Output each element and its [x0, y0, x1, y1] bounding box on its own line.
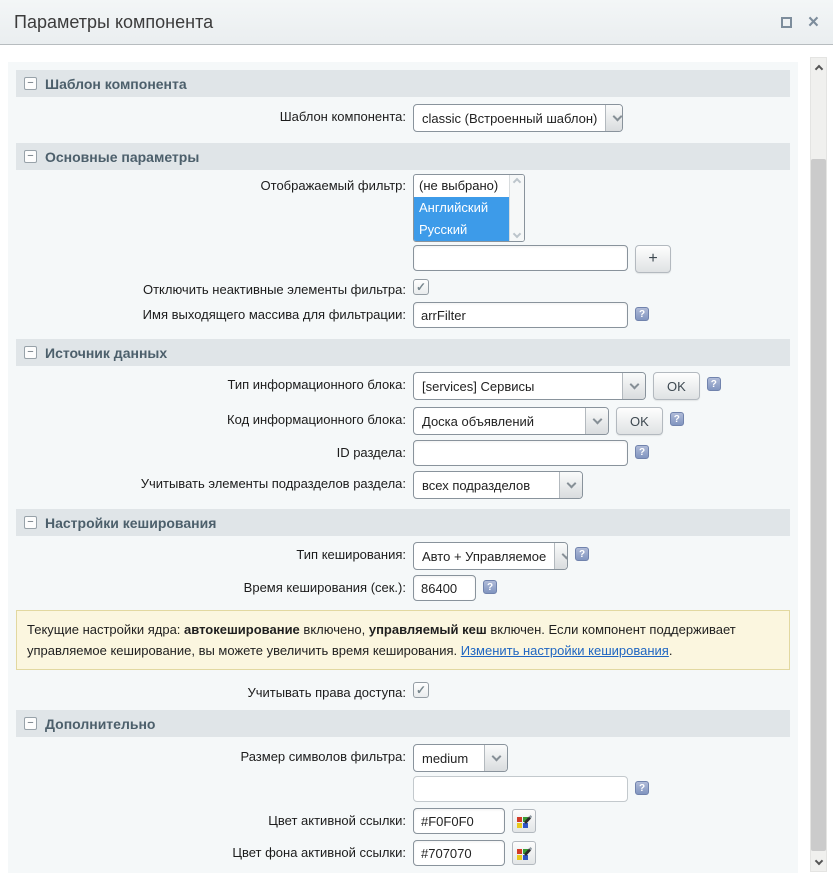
- scroll-down-icon[interactable]: [513, 230, 521, 238]
- notice-text: включен. Если компонент поддерживает управляемое кеширование, вы можете увеличить время кеширования.: [27, 622, 736, 658]
- check-rights-checkbox[interactable]: ✓: [413, 682, 429, 698]
- section-header-datasource[interactable]: [16, 339, 790, 366]
- listbox-scrollbar[interactable]: [509, 175, 524, 241]
- filter-array-input[interactable]: [413, 302, 628, 328]
- help-icon[interactable]: ?: [575, 547, 589, 561]
- section-header-main[interactable]: [16, 143, 790, 170]
- disable-inactive-label: Отключить неактивные элементы фильтра:: [142, 282, 406, 297]
- active-link-bg-label: Цвет фона активной ссылки:: [232, 845, 406, 860]
- section-title: Дополнительно: [45, 715, 156, 732]
- iblock-code-label: Код информационного блока:: [227, 412, 406, 427]
- iblock-type-label: Тип информационного блока:: [227, 377, 406, 392]
- symbol-size-label: Размер символов фильтра:: [240, 749, 406, 764]
- collapse-icon[interactable]: −: [24, 516, 37, 529]
- iblock-type-ok-button[interactable]: OK: [653, 372, 700, 400]
- template-label: Шаблон компонента:: [279, 109, 406, 124]
- active-link-bg-input[interactable]: [413, 840, 505, 866]
- chevron-down-icon[interactable]: [585, 408, 608, 434]
- check-rights-label: Учитывать права доступа:: [247, 685, 406, 700]
- help-icon[interactable]: ?: [635, 781, 649, 795]
- cache-time-input[interactable]: [413, 575, 476, 601]
- section-title: Основные параметры: [45, 148, 200, 165]
- listbox-option[interactable]: Русский: [414, 219, 509, 241]
- symbol-size-select-value: medium: [422, 750, 469, 766]
- listbox-option[interactable]: (не выбрано): [419, 178, 499, 193]
- iblock-code-select-value: Доска объявлений: [422, 413, 535, 429]
- help-icon[interactable]: ?: [707, 377, 721, 391]
- maximize-icon[interactable]: [781, 17, 792, 28]
- dialog-title: Параметры компонента: [14, 11, 214, 32]
- vertical-scrollbar[interactable]: [810, 57, 827, 872]
- section-id-input[interactable]: [413, 440, 628, 466]
- template-select[interactable]: [413, 104, 623, 132]
- cache-type-select[interactable]: [413, 542, 568, 570]
- include-subsections-select-value: всех подразделов: [422, 477, 531, 493]
- dialog-titlebar: [0, 0, 833, 45]
- section-title: Шаблон компонента: [45, 75, 187, 92]
- color-picker-button[interactable]: [512, 841, 536, 865]
- listbox-option[interactable]: Английский: [414, 197, 509, 219]
- chevron-down-icon[interactable]: [484, 745, 507, 771]
- close-icon[interactable]: ×: [807, 11, 819, 33]
- collapse-icon[interactable]: −: [24, 77, 37, 90]
- section-header-extra[interactable]: [16, 710, 790, 737]
- iblock-type-select[interactable]: [413, 372, 646, 400]
- chevron-down-icon[interactable]: [622, 373, 645, 399]
- add-filter-input[interactable]: [413, 245, 628, 271]
- section-title: Настройки кеширования: [45, 514, 217, 531]
- scrollbar-thumb[interactable]: [811, 159, 826, 851]
- scroll-up-icon[interactable]: [811, 59, 826, 75]
- extra-empty-input[interactable]: [413, 776, 628, 802]
- section-title: Источник данных: [45, 344, 168, 361]
- cache-type-select-value: Авто + Управляемое: [422, 548, 547, 564]
- caching-notice: [16, 610, 790, 670]
- chevron-down-icon[interactable]: [605, 105, 623, 131]
- section-header-template[interactable]: [16, 70, 790, 97]
- section-header-caching[interactable]: [16, 509, 790, 536]
- section-id-label: ID раздела:: [336, 445, 406, 460]
- color-picker-icon: [516, 845, 532, 861]
- collapse-icon[interactable]: −: [24, 346, 37, 359]
- notice-text: .: [668, 643, 673, 658]
- help-icon[interactable]: ?: [670, 412, 684, 426]
- include-subsections-label: Учитывать элементы подразделов раздела:: [140, 476, 406, 491]
- color-picker-icon: [516, 813, 532, 829]
- color-picker-button[interactable]: [512, 809, 536, 833]
- disable-inactive-checkbox[interactable]: ✓: [413, 279, 429, 295]
- filter-array-label: Имя выходящего массива для фильтрации:: [142, 307, 406, 322]
- cache-time-label: Время кеширования (сек.):: [243, 580, 406, 595]
- chevron-down-icon[interactable]: [554, 543, 568, 569]
- notice-text: включено,: [299, 622, 369, 637]
- filter-display-listbox[interactable]: [413, 174, 525, 242]
- notice-bold: управляемый кеш: [368, 622, 487, 637]
- iblock-type-select-value: [services] Сервисы: [422, 378, 535, 394]
- change-cache-settings-link[interactable]: Изменить настройки кеширования: [460, 643, 669, 658]
- help-icon[interactable]: ?: [635, 445, 649, 459]
- help-icon[interactable]: ?: [483, 580, 497, 594]
- notice-text: Текущие настройки ядра:: [27, 622, 185, 637]
- settings-panel: [8, 62, 798, 873]
- iblock-code-select[interactable]: [413, 407, 609, 435]
- filter-display-label: Отображаемый фильтр:: [260, 178, 406, 193]
- include-subsections-select[interactable]: [413, 471, 583, 499]
- active-link-color-label: Цвет активной ссылки:: [268, 813, 406, 828]
- collapse-icon[interactable]: −: [24, 150, 37, 163]
- cache-type-label: Тип кеширования:: [296, 547, 406, 562]
- help-icon[interactable]: ?: [635, 307, 649, 321]
- symbol-size-select[interactable]: [413, 744, 508, 772]
- scroll-down-icon[interactable]: [811, 854, 826, 870]
- template-select-value: classic (Встроенный шаблон): [422, 110, 598, 126]
- active-link-color-input[interactable]: [413, 808, 505, 834]
- iblock-code-ok-button[interactable]: OK: [616, 407, 663, 435]
- add-button[interactable]: +: [635, 245, 671, 273]
- collapse-icon[interactable]: −: [24, 717, 37, 730]
- notice-bold: автокеширование: [184, 622, 300, 637]
- scroll-up-icon[interactable]: [513, 178, 521, 186]
- chevron-down-icon[interactable]: [559, 472, 582, 498]
